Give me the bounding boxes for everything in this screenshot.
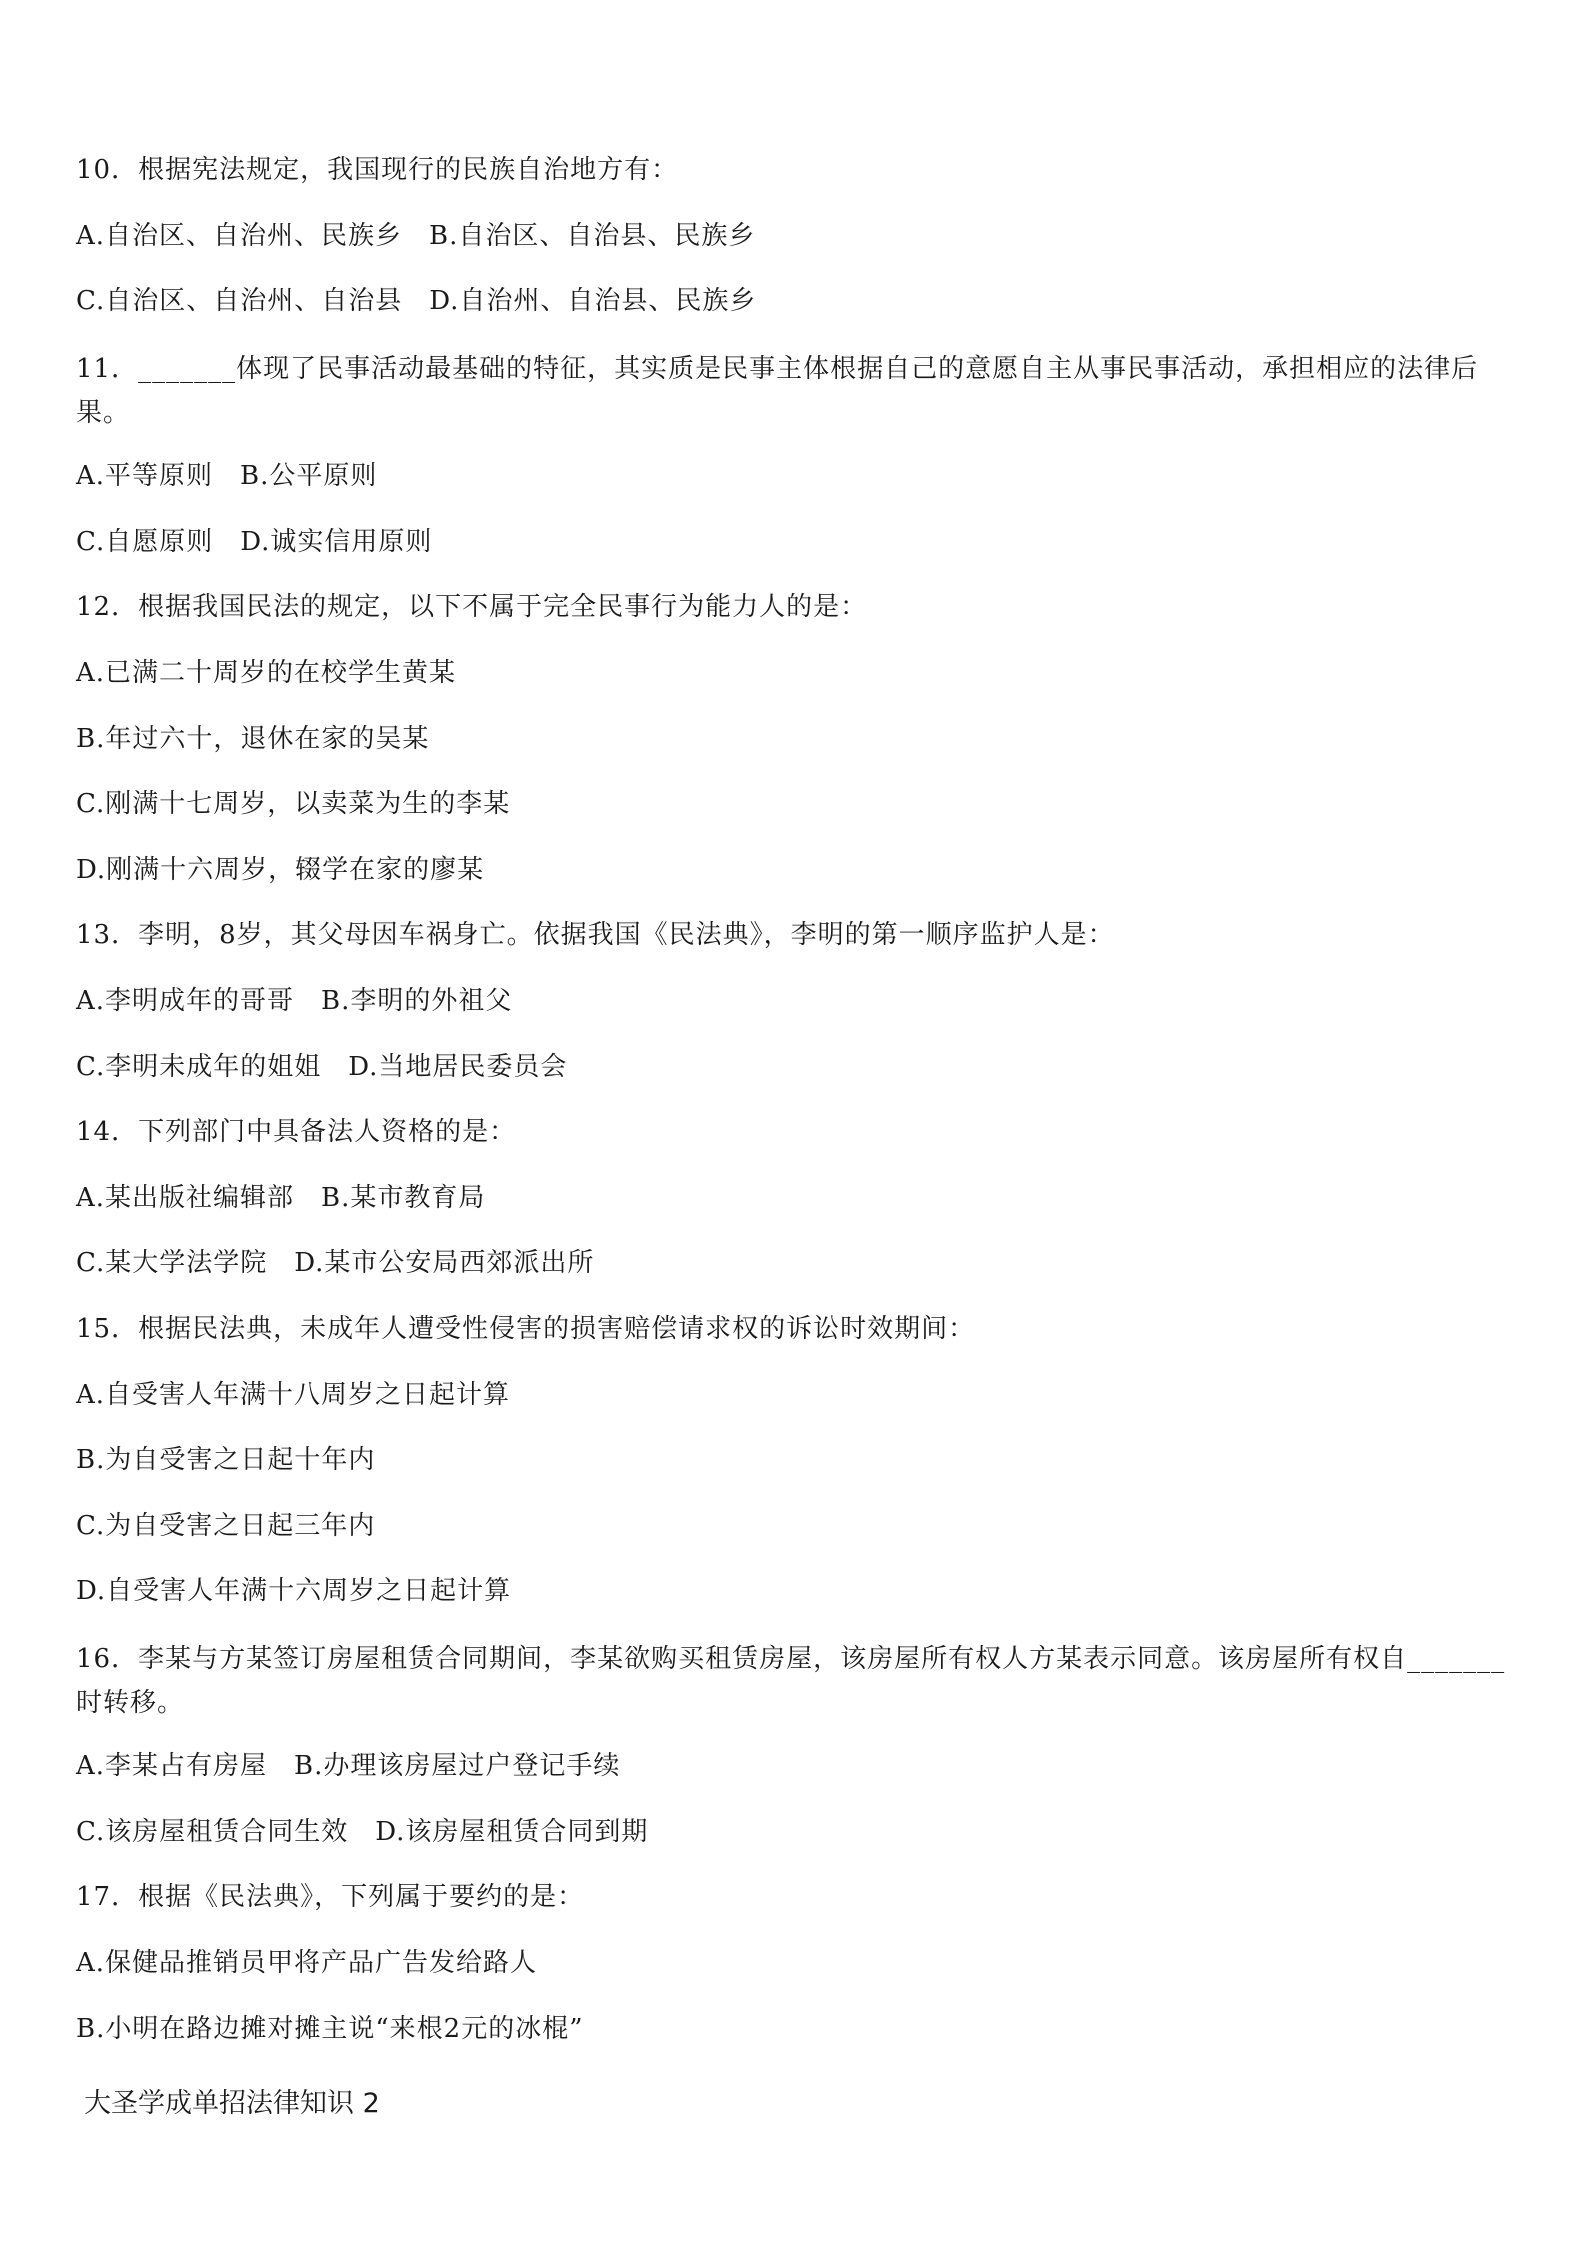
question-13-options-cd: C.李明未成年的姐姐 D.当地居民委员会: [76, 1052, 568, 1082]
question-11-stem: 11．_______体现了民事活动最基础的特征，其实质是民事主体根据自己的意愿自主从事民事活动，承担相应的法律后果。: [76, 354, 1479, 428]
question-11-options-cd: C.自愿原则 D.诚实信用原则: [76, 527, 433, 557]
question-15-option-d: D.自受害人年满十六周岁之日起计算: [76, 1576, 512, 1606]
question-15-stem: 15．根据民法典，未成年人遭受性侵害的损害赔偿请求权的诉讼时效期间：: [76, 1314, 976, 1344]
question-17-option-b: B.小明在路边摊对摊主说“来根2元的冰棍”: [76, 2014, 584, 2044]
question-13-options-ab: A.李明成年的哥哥 B.李明的外祖父: [76, 986, 513, 1016]
page-footer: 大圣学成单招法律知识 2: [84, 2088, 380, 2119]
question-16-options-ab: A.李某占有房屋 B.办理该房屋过户登记手续: [76, 1751, 621, 1781]
question-15-option-b: B.为自受害之日起十年内: [76, 1445, 376, 1475]
question-12-option-d: D.刚满十六周岁，辍学在家的廖某: [76, 855, 485, 885]
question-12-option-a: A.已满二十周岁的在校学生黄某: [76, 658, 457, 688]
question-11-options-ab: A.平等原则 B.公平原则: [76, 461, 378, 491]
question-14-options-cd: C.某大学法学院 D.某市公安局西郊派出所: [76, 1248, 595, 1278]
question-16-stem: 16．李某与方某签订房屋租赁合同期间，李某欲购买租赁房屋，该房屋所有权人方某表示同意。该房屋所有权自_______时转移。: [76, 1644, 1506, 1718]
question-14-stem: 14．下列部门中具备法人资格的是：: [76, 1117, 517, 1147]
question-12-stem: 12．根据我国民法的规定，以下不属于完全民事行为能力人的是：: [76, 592, 868, 622]
question-10-options-ab: A.自治区、自治州、民族乡 B.自治区、自治县、民族乡: [76, 221, 756, 251]
question-12-option-c: C.刚满十七周岁，以卖菜为生的李某: [76, 789, 511, 819]
question-15-option-c: C.为自受害之日起三年内: [76, 1511, 376, 1541]
question-17-stem: 17．根据《民法典》，下列属于要约的是：: [76, 1882, 585, 1912]
question-15-option-a: A.自受害人年满十八周岁之日起计算: [76, 1380, 511, 1410]
question-16-options-cd: C.该房屋租赁合同生效 D.该房屋租赁合同到期: [76, 1817, 649, 1847]
question-10-options-cd: C.自治区、自治州、自治县 D.自治州、自治县、民族乡: [76, 286, 757, 316]
question-13-stem: 13．李明，8岁，其父母因车祸身亡。依据我国《民法典》，李明的第一顺序监护人是：: [76, 920, 1115, 950]
question-12-option-b: B.年过六十，退休在家的吴某: [76, 724, 430, 754]
question-14-options-ab: A.某出版社编辑部 B.某市教育局: [76, 1183, 486, 1213]
question-17-option-a: A.保健品推销员甲将产品广告发给路人: [76, 1948, 538, 1978]
question-10-stem: 10．根据宪法规定，我国现行的民族自治地方有：: [76, 155, 679, 185]
